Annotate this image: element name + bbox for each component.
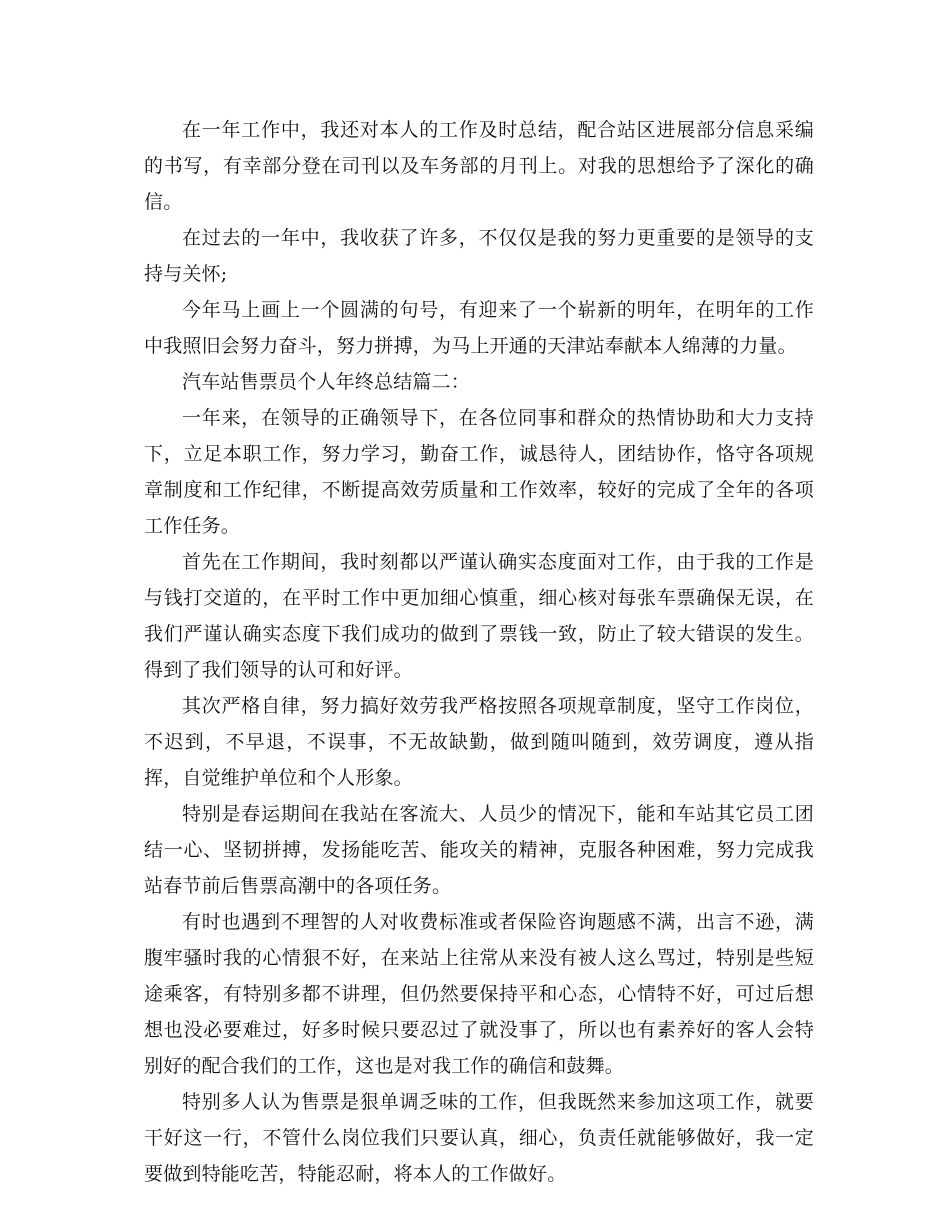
document-body <box>144 112 814 1192</box>
paragraph-spring-festival: 特别是春运期间在我站在客流大、人员少的情况下，能和车站其它员工团结一心、坚韧拼搏，发扬能吃苦、能攻关的精神，克服各种困难，努力完成我站春节前后售票高潮中的各项任务。 <box>144 803 814 897</box>
paragraph-harvest: 在过去的一年中，我收获了许多，不仅仅是我的努力更重要的是领导的支持与关怀; <box>144 227 814 285</box>
section-heading: 汽车站售票员个人年终总结篇二： <box>182 371 471 393</box>
paragraph-difficult-passengers: 有时也遇到不理智的人对收费标准或者保险咨询题感不满，出言不逊，满腹牢骚时我的心情狠不好，在来站上往常从来没有被人这么骂过，特别是些短途乘客，有特别多都不讲理，但仍然要保持平和心态，心情特不好，可过后想想也没必要难过，好多时候只要忍过了就没事了，所以也有素养好的客人会特别好的配合我们的工作，这也是对我工作的确信和鼓舞。 <box>144 911 814 1077</box>
paragraph-next-year: 今年马上画上一个圆满的句号，有迎来了一个崭新的明年，在明年的工作中我照旧会努力奋斗，努力拼搏，为马上开通的天津站奉献本人绵薄的力量。 <box>144 299 814 357</box>
paragraph-dedication: 特别多人认为售票是狠单调乏味的工作，但我既然来参加这项工作，就要干好这一行，不管什么岗位我们只要认真，细心，负责任就能够做好，我一定要做到特能吃苦，特能忍耐，将本人的工作做好。 <box>144 1091 814 1185</box>
paragraph-self-discipline: 其次严格自律，努力搞好效劳我严格按照各项规章制度，坚守工作岗位，不迟到，不早退，不误事，不无故缺勤，做到随叫随到，效劳调度，遵从指挥，自觉维护单位和个人形象。 <box>144 695 814 789</box>
paragraph-work-summary: 在一年工作中，我还对本人的工作及时总结，配合站区进展部分信息采编的书写，有幸部分登在司刊以及车务部的月刊上。对我的思想给予了深化的确信。 <box>144 119 814 213</box>
paragraph-overview: 一年来，在领导的正确领导下，在各位同事和群众的热情协助和大力支持下，立足本职工作，努力学习，勤奋工作，诚恳待人，团结协作，恪守各项规章制度和工作纪律，不断提高效劳质量和工作效率，较好的完成了全年的各项工作任务。 <box>144 407 814 537</box>
paragraph-careful-work: 首先在工作期间，我时刻都以严谨认确实态度面对工作，由于我的工作是与钱打交道的，在平时工作中更加细心慎重，细心核对每张车票确保无误，在我们严谨认确实态度下我们成功的做到了票钱一致，防止了较大错误的发生。得到了我们领导的认可和好评。 <box>144 551 814 681</box>
